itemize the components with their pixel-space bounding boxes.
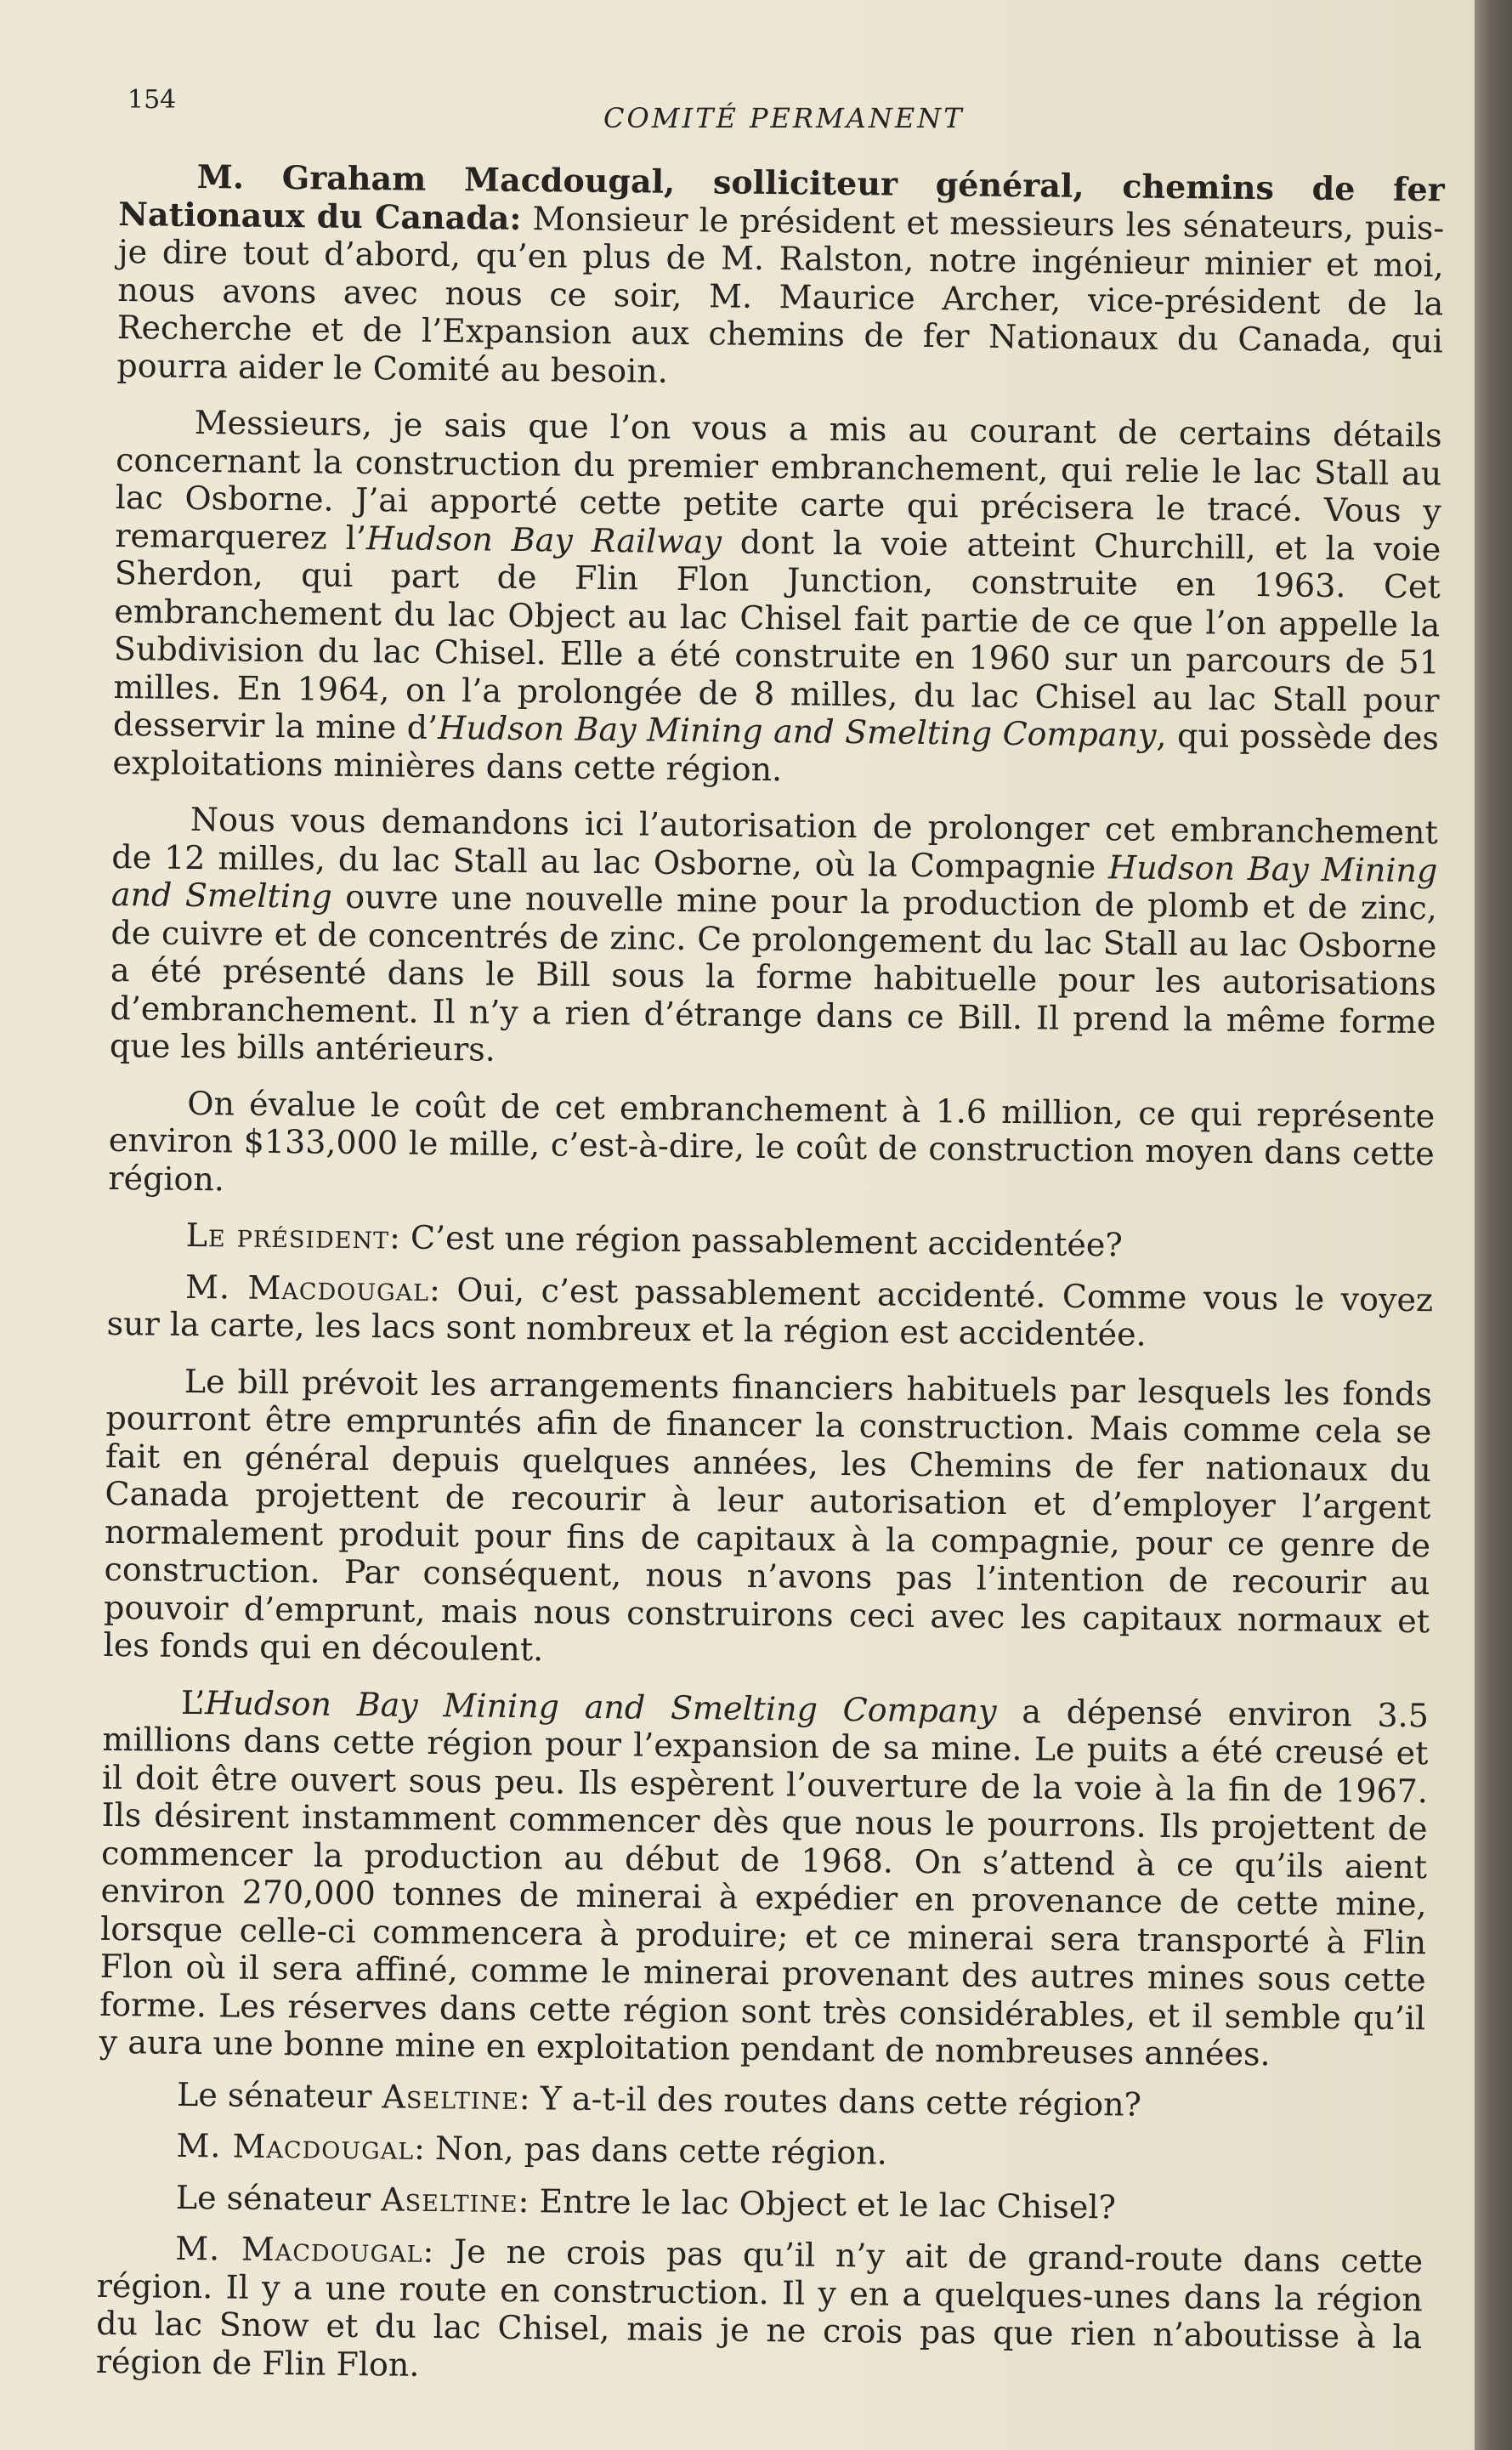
paragraph-text: : Non, pas dans cette région. (413, 2129, 888, 2172)
text-segment: ouvre une nouvelle mine pour la production de plomb et de zinc, de cuivre et de concentrés de zinc. Ce prolongement du lac Stall au lac Osborne a été présenté dans le Bill sous la forme habituelle pour les autorisations d’embranchement. Il n’y a rien d’étrange dans ce Bill. Il prend la même forme que les bills antérieurs. (109, 877, 1438, 1069)
speaker-name: M. Macdougal (175, 2229, 423, 2270)
paragraph-aseltine-lakes (98, 2177, 1424, 2229)
paragraph-text: : Oui, c’est passablement accidenté. Comme vous le voyez sur la carte, les lacs sont nombreux et la région est accidentée. (106, 1270, 1434, 1353)
paragraph-text: Monsieur le président et messieurs les sénateurs, puis-je dire tout d’abord, qu’en plus de M. Ralston, notre ingénieur minier et moi, nous avons avec nous ce soir, M. Maurice Archer, vice-président de la Recherche et de l’Expansion aux chemins de fer Nationaux du Canada, qui pourra aider le Comité au besoin. (116, 199, 1445, 390)
speaker-name: Le président (185, 1216, 390, 1256)
paragraph-macdougal-no (98, 2126, 1424, 2178)
italic-name: Hudson Bay Railway (365, 519, 722, 560)
speaker-name: M. Graham Macdougal, solliciteur général, chemins de fer Nationaux du Canada: (118, 156, 1445, 237)
italic-name: Hudson Bay Mining and Smelting Company (204, 1683, 997, 1730)
paragraph-text: : Je ne crois pas qu’il n’y ait de grand-route dans cette région. Il y a une route en construction. Il y en a quelques-unes dans la région du lac Snow et du lac Chisel, mais je ne crois pas que rien n’aboutisse à la région de Flin Flon. (95, 2232, 1424, 2384)
paragraph-authorisation (110, 800, 1438, 1079)
paragraph-text: On évalue le coût de cet embranchement à 1.6 million, ce qui représente environ $133,000 le mille, c’est-à-dire, le coût de construction moyen dans cette région. (108, 1084, 1436, 1198)
speaker-name: M. Macdougal (176, 2126, 415, 2167)
speaker-name: Aseltine (381, 2180, 518, 2220)
text-segment: a dépensé environ 3.5 millions dans cette région pour l’expansion de sa mine. Le puits a été creusé et il doit être ouvert sous peu. Ils espèrent l’ouverture de la voie à la fin de 1967. Ils désirent instamment commencer dès que nous le pourrons. Ils projettent de commencer la production au début de 1968. On s’attend à ce qu’ils aient environ 270,000 tonnes de minerai à expédier en provenance de cette mine, lorsque celle-ci commencera à produire; et ce minerai sera transporté à Flin Flon où il sera affiné, comme le minerai provenant des autres mines sous cette forme. Les réserves dans cette région sont très considérables, et il semble qu’il y aura une bonne mine en exploitation pendant de nombreuses années. (99, 1692, 1430, 2073)
speaker-name: M. Macdougal (184, 1268, 430, 1308)
document-body (95, 157, 1445, 2413)
paragraph-financing (103, 1361, 1432, 1677)
paragraph-branch-history (112, 403, 1442, 795)
text-segment: Messieurs, je sais que l’on vous a mis au courant de certains détails concernant la construction du premier embranchement, qui relie le lac Stall au lac Osborne. J’ai apporté cette petite carte qui précisera le tracé. Vous y remarquerez l’ (115, 403, 1442, 557)
page-number: 154 (127, 85, 177, 115)
paragraph-macdougal-intro (116, 157, 1445, 398)
text-segment: L’ (180, 1683, 206, 1721)
paragraph-president-question (107, 1216, 1433, 1268)
paragraph-text: Le bill prévoit les arrangements financiers habituels par lesquels les fonds pourront être empruntés afin de financer la construction. Mais comme cela se fait en général depuis quelques années, les Chemins de fer nationaux du Canada projettent de recourir à leur autorisation et d’employer l’argent normalement produit pour fins de capitaux à la compagnie, pour ce genre de construction. Par conséquent, nous n’avons pas l’intention de recourir au pouvoir d’emprunt, mais nous construirons ceci avec les capitaux normaux et les fonds qui en découlent. (103, 1362, 1433, 1669)
paragraph-aseltine-roads (99, 2074, 1424, 2126)
speaker-prefix: Le sénateur (175, 2178, 382, 2218)
italic-name: Hudson Bay Mining and Smelting (110, 848, 1438, 916)
running-head: COMITÉ PERMANENT (603, 102, 965, 134)
paragraph-text: : C’est une région passablement accidentée? (388, 1218, 1123, 1264)
text-segment: Nous vous demandons ici l’autorisation de prolonger cet embranchement de 12 milles, du lac Stall au lac Osborne, où la Compagnie (111, 800, 1438, 886)
text-segment: , qui possède des exploitations minières dans cette région. (112, 716, 1440, 788)
paragraph-text: : Y a-t-il des routes dans cette région? (518, 2079, 1142, 2124)
page-header (127, 85, 1453, 136)
paragraph-macdougal-highway (96, 2229, 1424, 2394)
paragraph-cost (108, 1083, 1435, 1211)
speaker-name: Aseltine (382, 2077, 520, 2117)
italic-name: Hudson Bay Mining and Smelting Company (437, 708, 1157, 754)
text-segment: dont la voie atteint Churchill, et la voie Sherdon, qui part de Flin Flon Junction, construite en 1963. Cet embranchement du lac Object au lac Chisel fait partie de ce que l’on appelle la Subdivision du lac Chisel. Elle a été construite en 1960 sur un parcours de 51 milles. En 1964, on l’a prolongée de 8 milles, du lac Chisel au lac Stall pour desservir la mine d’ (112, 522, 1441, 746)
book-edge-shadow (1475, 0, 1512, 2450)
paragraph-macdougal-answer (106, 1267, 1433, 1356)
speaker-prefix: Le sénateur (176, 2075, 382, 2115)
paragraph-mine-expansion (99, 1682, 1430, 2074)
paragraph-text: : Entre le lac Object et le lac Chisel? (518, 2181, 1117, 2226)
